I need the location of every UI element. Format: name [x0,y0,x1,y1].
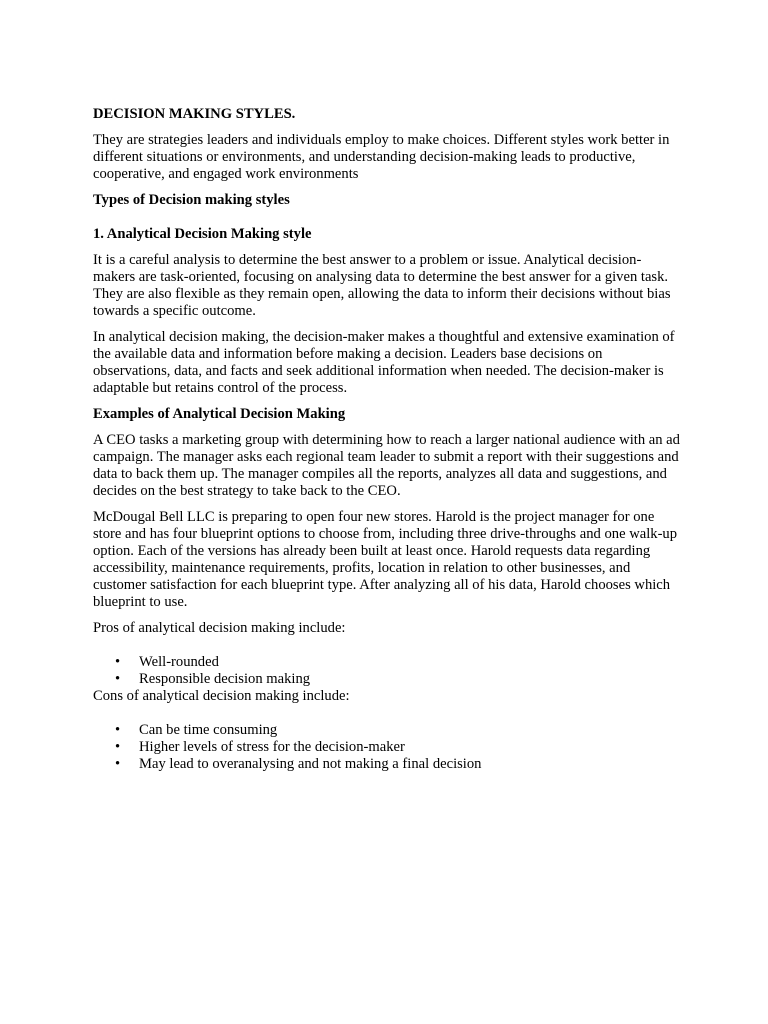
document-page [93,106,683,773]
list-item-text: May lead to overanalysing and not making a final decision [139,756,482,772]
intro-paragraph: They are strategies leaders and individuals employ to make choices. Different styles work better in different situations or environments, and understanding decision-making leads to productive, cooperative, and engaged work environments [93,132,670,182]
bullet-icon: • [115,739,121,755]
list-item-text: Higher levels of stress for the decision-maker [139,739,405,755]
types-heading: Types of Decision making styles [93,192,290,208]
list-item [93,739,683,756]
examples-heading: Examples of Analytical Decision Making [93,406,346,422]
list-item [93,756,683,773]
pros-list [93,654,683,688]
pros-intro: Pros of analytical decision making include: [93,620,346,636]
section1-paragraph-2: In analytical decision making, the decision-maker makes a thoughtful and extensive examination of the available data and information before making a decision. Leaders base decisions on observations, data, and facts and seek additional information when needed. The decision-maker is adaptable but retains control of the process. [93,329,675,396]
cons-list [93,722,683,773]
bullet-icon: • [115,722,121,738]
list-item-text: Well-rounded [139,654,219,670]
list-item-text: Responsible decision making [139,671,311,687]
list-item [93,671,683,688]
cons-intro: Cons of analytical decision making include: [93,688,350,704]
bullet-icon: • [115,671,121,687]
example-paragraph-1: A CEO tasks a marketing group with determining how to reach a larger national audience with an ad campaign. The manager asks each regional team leader to submit a report with their suggestions and data to back them up. The manager compiles all the reports, analyzes all data and suggestions, and decides on the best strategy to take back to the CEO. [93,432,680,499]
list-item [93,654,683,671]
section1-paragraph-1: It is a careful analysis to determine the best answer to a problem or issue. Analytical decision-makers are task-oriented, focusing on analysing data to determine the best answer for a given task. They are also flexible as they remain open, allowing the data to inform their decisions without bias towards a specific outcome. [93,252,671,319]
bullet-icon: • [115,756,121,772]
list-item [93,722,683,739]
example-paragraph-2: McDougal Bell LLC is preparing to open four new stores. Harold is the project manager for one store and has four blueprint options to choose from, including three drive-throughs and one walk-up option. Each of the versions has already been built at least once. Harold requests data regarding accessibility, maintenance requirements, profits, location in relation to other businesses, and customer satisfaction for each blueprint type. After analyzing all of his data, Harold chooses which blueprint to use. [93,509,678,610]
bullet-icon: • [115,654,121,670]
list-item-text: Can be time consuming [139,722,278,738]
section1-heading: 1. Analytical Decision Making style [93,226,312,242]
document-title: DECISION MAKING STYLES. [93,106,296,122]
